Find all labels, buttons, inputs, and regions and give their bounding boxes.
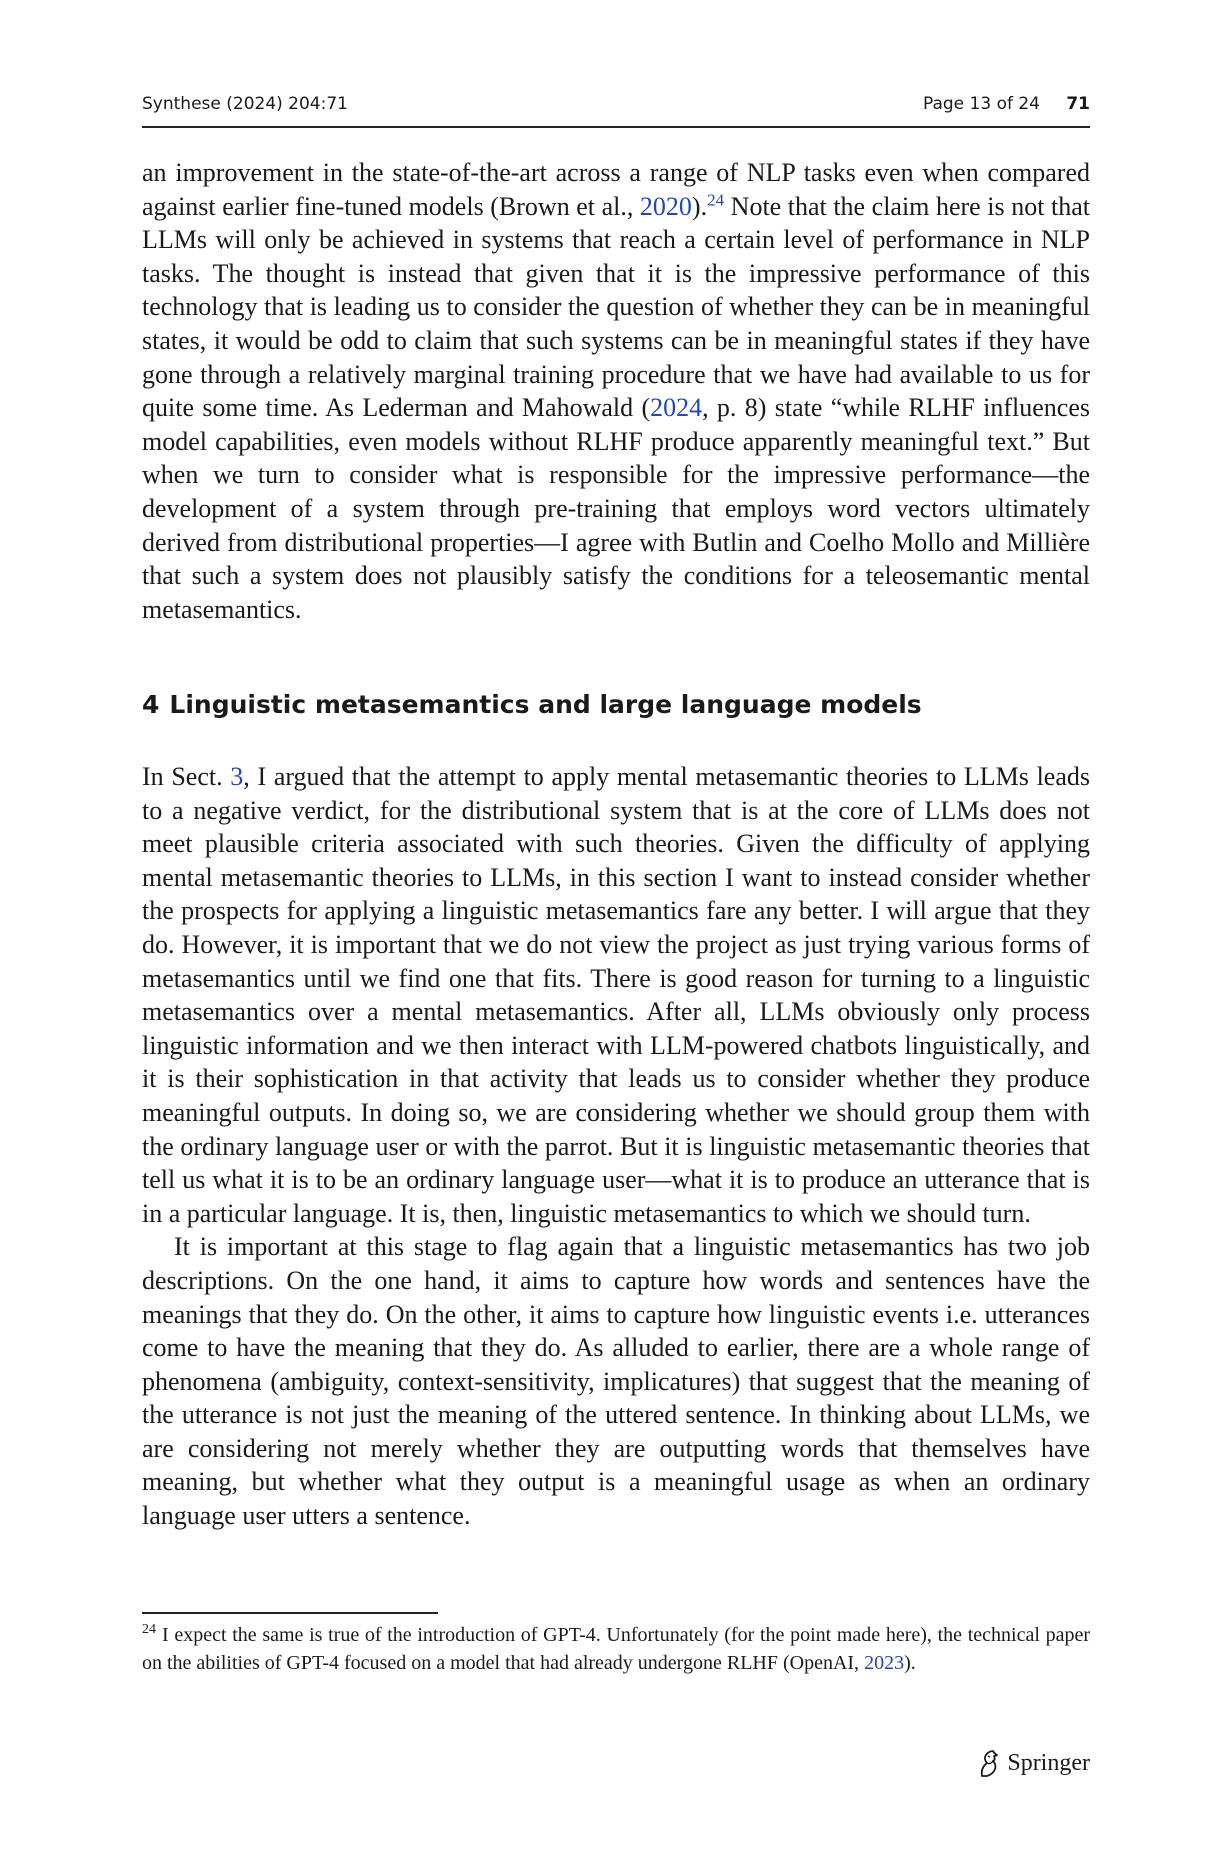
body-text-top <box>142 156 1090 626</box>
text-run: ). <box>691 191 708 221</box>
text-run: In Sect. <box>142 762 231 791</box>
text-run: , I argued that the attempt to apply mental metasemantic theories to LLMs leads to a negative verdict, for the distributional system that is at the core of LLMs does not meet plausible criteria associated with such theories. Given the difficulty of applying mental metasemantic theories to LLMs, in this section I want to instead consider whether the prospects for applying a linguistic metasemantics fare any better. I will argue that they do. However, it is important that we do not view the project as just trying various forms of metasemantics until we find one that fits. There is good reason for turning to a linguistic metasemantics over a mental metasemantics. After all, LLMs obviously only process linguistic information and we then interact with LLM-powered chatbots linguistically, and it is their sophistication in that activity that leads us to consider whether they produce meaningful outputs. In doing so, we are considering whether we should group them with the ordinary language user or with the parrot. But it is linguistic metasemantic theories that tell us what it is to be an ordinary language user—what it is to produce an utterance that is in a particular language. It is, then, linguistic metasemantics to which we should turn. <box>142 762 1090 1228</box>
footnote-ref-24[interactable]: 24 <box>707 189 725 209</box>
paragraph: It is important at this stage to flag again that a linguistic metasemantics has two job descriptions. On the one hand, it aims to capture how words and sentences have the meanings that they do. On the other, it aims to capture how linguistic events i.e. utterances come to have the meaning that they do. As alluded to earlier, there are a whole range of phenomena (ambiguity, context-sensitivity, implicatures) that suggest that the meaning of the utterance is not just the meaning of the uttered sentence. In thinking about LLMs, we are considering not merely whether they are outputting words that themselves have meaning, but whether what they output is a meaningful usage as when an ordinary language user utters a sentence. <box>142 1232 1090 1531</box>
page-number: 71 <box>1066 94 1090 114</box>
publisher-logo <box>975 1746 1090 1780</box>
publisher-name: Springer <box>1007 1749 1090 1776</box>
paragraph <box>142 760 1090 1230</box>
section-link-3[interactable]: 3 <box>230 762 244 791</box>
footnote-rule <box>142 1612 438 1614</box>
page-of-label: Page 13 of 24 <box>922 94 1040 114</box>
citation-link-2020[interactable]: 2020 <box>639 191 692 221</box>
section-heading <box>142 690 1090 719</box>
text-run: I expect the same is true of the introduction of GPT-4. Unfortunately (for the point made here), the technical paper on the abilities of GPT-4 focused on a model that had already undergone RLHF (OpenAI, <box>142 1624 1090 1674</box>
header-rule <box>142 126 1090 128</box>
text-run: Note that the claim here is not that LLMs will only be achieved in systems that reach a certain level of performance in NLP tasks. The thought is instead that given that it is the impressive performance of this technology that is leading us to consider the question of whether they can be in meaningful states, it would be odd to claim that such systems can be in meaningful states if they have gone through a relatively marginal training procedure that we have had available to us for quite some time. As Lederman and Mahowald ( <box>142 191 1090 423</box>
text-run: an improvement in the state-of-the-art across a range of NLP tasks even when compared against earlier fine-tuned models (Brown et al., <box>142 158 1090 221</box>
springer-horse-icon <box>975 1748 1001 1778</box>
citation-link-2023[interactable]: 2023 <box>864 1651 905 1674</box>
running-head <box>142 92 1090 122</box>
text-run: , p. 8) state “while RLHF influences model capabilities, even models without RLHF produce apparently meaningful text.” But when we turn to consider what is responsible for the impressive performance—the development of a system through pre-training that employs word vectors ultimately derived from distributional properties—I agree with Butlin and Coelho Mollo and Millière that such a system does not plausibly satisfy the conditions for a teleosemantic mental metasemantics. <box>142 393 1090 624</box>
footnote-24 <box>142 1622 1090 1677</box>
citation-link-2024[interactable]: 2024 <box>650 393 703 423</box>
footnote-number: 24 <box>142 1622 156 1638</box>
journal-citation: Synthese (2024) 204:71 <box>142 94 348 114</box>
paragraph <box>142 156 1090 626</box>
body-text-section-4 <box>142 760 1090 1533</box>
text-run: ). <box>904 1651 916 1674</box>
section-title: Linguistic metasemantics and large language models <box>169 690 922 719</box>
section-number: 4 <box>142 690 160 719</box>
